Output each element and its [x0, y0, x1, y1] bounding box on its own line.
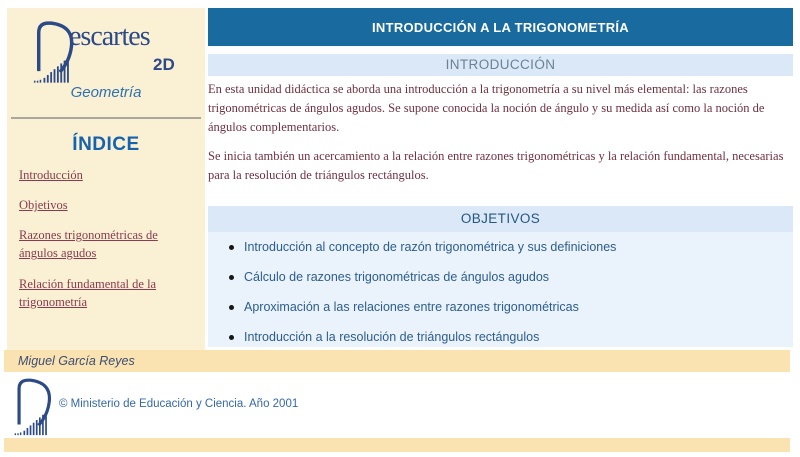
page-title: INTRODUCCIÓN A LA TRIGONOMETRÍA [371, 19, 629, 35]
sidebar-link-relacion[interactable]: Relación fundamental de la trigonometría [19, 276, 157, 309]
sidebar-link-objetivos[interactable]: Objetivos [19, 198, 68, 213]
content [208, 0, 793, 350]
intro-paragraph-1: En esta unidad didáctica se aborda una introducción a la trigonometría a su nivel más elemental: las razones trigonométricas de ángulos agudos. Se supone conocida la noción de ángulo y su medida así como la noción de ángulos complementarios. [208, 82, 765, 134]
sidebar-link-introduccion[interactable]: Introducción [19, 168, 83, 182]
objective-item: Introducción al concepto de razón trigonométrica y sus definiciones [208, 241, 793, 254]
author-name: Miguel García Reyes [18, 354, 135, 368]
objective-item: Introducción a la resolución de triángulos rectángulos [208, 331, 793, 344]
objective-item: Cálculo de razones trigonométricas de ángulos agudos [208, 271, 793, 284]
section-heading-objetivos: OBJETIVOS [208, 206, 793, 232]
descartes-logo [7, 14, 205, 88]
bottom-bar [4, 438, 790, 452]
objetivos-list-area [208, 232, 793, 347]
sidebar [7, 8, 205, 350]
section-heading-introduccion: INTRODUCCIÓN [208, 54, 793, 76]
intro-paragraph-2: Se inicia también un acercamiento a la relación entre razones trigonométricas y la relación fundamental, necesarias para la resolución de triángulos rectángulos. [208, 149, 784, 182]
page-title-bar [208, 8, 793, 46]
index-title: ÍNDICE [72, 134, 140, 155]
logo-2d-label: 2D [153, 55, 175, 74]
descartes-footer-logo-icon [12, 374, 58, 436]
author-bar [4, 350, 790, 372]
sidebar-divider [11, 117, 201, 119]
index-nav [19, 166, 191, 323]
sidebar-link-razones[interactable]: Razones trigonométricas de ángulos agudos [19, 228, 158, 261]
logo-wordmark: escartes [69, 21, 150, 52]
sidebar-subtitle: Geometría [70, 84, 142, 101]
objective-item: Aproximación a las relaciones entre razones trigonométricas [208, 301, 793, 314]
objetivos-list [208, 232, 793, 344]
intro-paragraphs [208, 80, 793, 195]
copyright-text: © Ministerio de Educación y Ciencia. Año 2001 [59, 398, 299, 410]
